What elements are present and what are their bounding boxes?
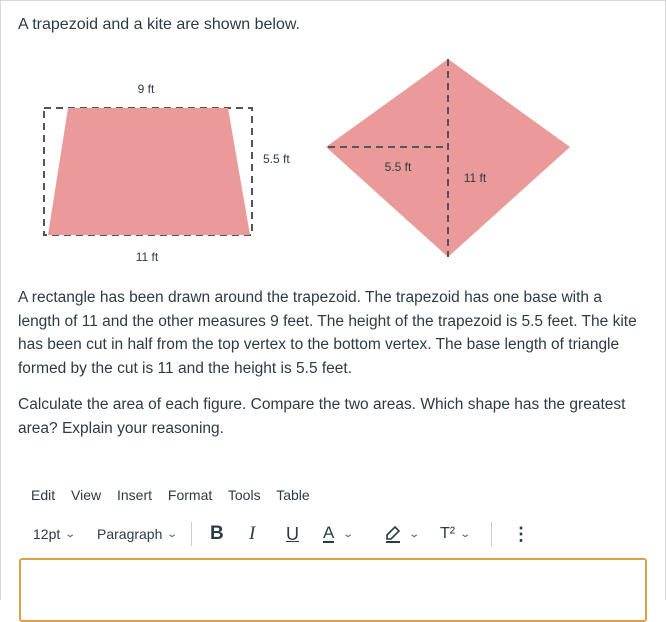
trapezoid-top-label: 9 ft: [137, 82, 155, 96]
menu-view[interactable]: View: [71, 487, 102, 503]
menu-format[interactable]: Format: [167, 487, 213, 503]
bold-icon: B: [210, 523, 224, 544]
question-intro: A trapezoid and a kite are shown below.: [18, 16, 300, 33]
question-paragraph-1: A rectangle has been drawn around the trapezoid. The trapezoid has one base with a length of 11 and the other measures 9 feet. The height of the trapezoid is 5.5 feet. The kite has been cut in half from the top vertex to the bottom vertex. The base length of triangle formed by the cut is 11 and the height is 5.5 feet.: [18, 289, 637, 377]
trapezoid-bottom-label: 11 ft: [135, 250, 159, 264]
chevron-down-icon: ⌄: [342, 528, 355, 540]
trapezoid-group: [44, 82, 290, 264]
text-color-button[interactable]: [323, 520, 353, 548]
more-vertical-icon: ⋮: [512, 523, 530, 544]
font-size-dropdown[interactable]: [33, 520, 75, 548]
text-color-icon: A: [323, 523, 335, 542]
highlight-color-button[interactable]: [384, 520, 421, 548]
question-paragraph-2: Calculate the area of each figure. Compare the two areas. Which shape has the greatest area? Explain your reasoning.: [18, 396, 626, 437]
font-size-value: 12pt: [33, 526, 61, 542]
toolbar-divider: [191, 522, 192, 546]
underline-icon: U: [286, 523, 299, 544]
superscript-icon: T²: [440, 525, 456, 542]
chevron-down-icon: ⌄: [64, 528, 77, 540]
more-options-button[interactable]: [512, 520, 530, 548]
kite-half-width-label: 5.5 ft: [384, 160, 412, 174]
kite-height-label: 11 ft: [463, 171, 487, 185]
block-format-dropdown[interactable]: [97, 520, 177, 548]
toolbar-divider: [491, 522, 492, 546]
menu-tools[interactable]: Tools: [227, 487, 261, 503]
rich-text-editor-area[interactable]: [19, 558, 647, 622]
chevron-down-icon: ⌄: [408, 528, 421, 540]
trapezoid-height-label: 5.5 ft: [263, 152, 290, 166]
menu-table[interactable]: Table: [276, 487, 310, 503]
italic-icon: I: [249, 523, 256, 544]
highlighter-icon: [384, 525, 402, 543]
bold-button[interactable]: [210, 520, 224, 548]
chevron-down-icon: ⌄: [459, 528, 472, 540]
chevron-down-icon: ⌄: [166, 528, 179, 540]
menu-edit[interactable]: Edit: [31, 487, 56, 503]
italic-button[interactable]: [249, 520, 255, 548]
underline-button[interactable]: [286, 520, 299, 548]
menu-insert[interactable]: Insert: [117, 487, 153, 503]
kite-group: [326, 59, 570, 257]
editor-menubar: [31, 487, 322, 503]
editor-toolbar: [0, 520, 666, 548]
trapezoid-shape: [48, 108, 250, 235]
block-format-value: Paragraph: [97, 526, 163, 542]
superscript-button[interactable]: [440, 520, 470, 548]
geometry-figure: [0, 45, 666, 270]
